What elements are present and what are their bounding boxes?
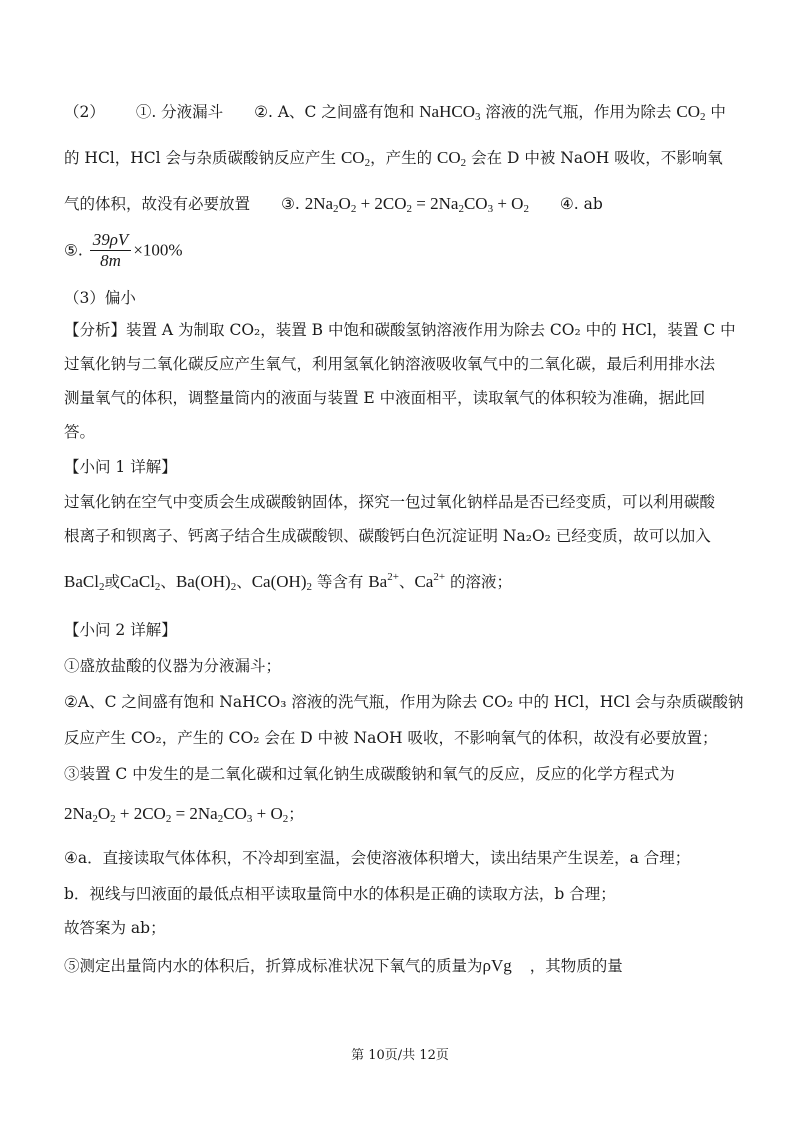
answer-q2-line1 bbox=[64, 100, 726, 129]
percent-factor: ×100% bbox=[133, 240, 183, 260]
sub2-title: 【小问 2 详解】 bbox=[64, 621, 177, 639]
answer-q3: （3）偏小 bbox=[64, 289, 136, 307]
sub2-line: 故答案为 ab； bbox=[64, 919, 166, 937]
answer-part2-text2: 溶液的洗气瓶，作用为除去 bbox=[480, 103, 677, 121]
answer-text: 会在 D 中被 NaOH 吸收，不影响氧 bbox=[466, 149, 723, 167]
answer-part4: ④. ab bbox=[559, 195, 603, 213]
semicolon: ； bbox=[288, 805, 304, 823]
analysis-line: 【分析】装置 A 为制取 CO₂，装置 B 中饱和碳酸氢钠溶液作用为除去 CO₂ 中的 HCl，装置 C 中 bbox=[64, 321, 736, 339]
sub2-line bbox=[64, 954, 623, 978]
reagent-text: 等含有 bbox=[311, 573, 369, 591]
sub2-text: ，其物质的量 bbox=[529, 957, 623, 975]
co2-formula: $CO_2$ bbox=[340, 148, 371, 169]
answer-q2-line3 bbox=[64, 192, 603, 221]
answer-text: ，产生的 bbox=[370, 149, 438, 167]
analysis-line: 测量氧气的体积，调整量筒内的液面与装置 E 中液面相平，读取氧气的体积较为准确，据此回 bbox=[64, 389, 706, 407]
page-footer: 第 10页/共 12页 bbox=[351, 1048, 449, 1063]
sub2-equation bbox=[64, 802, 304, 831]
analysis-line: 答。 bbox=[64, 423, 96, 441]
ba-ion: $Ba^{2+}$ bbox=[368, 571, 399, 591]
caoh2-formula: $Ca(OH)_2$ bbox=[251, 572, 312, 593]
ca-ion: $Ca^{2+}$ bbox=[414, 571, 446, 591]
fraction-numerator: 39ρV bbox=[90, 230, 132, 251]
fraction-denominator: 8m bbox=[100, 251, 121, 270]
sub2-line: ①盛放盐酸的仪器为分液漏斗； bbox=[64, 657, 282, 675]
nahco3-formula: NaHCO$_3$ bbox=[419, 102, 481, 123]
answer-text: 气的体积，故没有必要放置 bbox=[64, 195, 251, 213]
sub2-text: ⑤测定出量筒内水的体积后，折算成标准状况下氧气的质量为 bbox=[64, 957, 483, 975]
answer-part3-label: ③. bbox=[280, 195, 300, 213]
answer-part5-label: ⑤. bbox=[64, 241, 83, 260]
answer-part1: ①. 分液漏斗 bbox=[135, 103, 224, 121]
co2-formula: $CO_2$ bbox=[437, 148, 467, 169]
bacl2-formula: BaCl$_2$ bbox=[64, 572, 105, 593]
answer-q2-line2 bbox=[64, 146, 723, 175]
cacl2-formula: CaCl$_2$ bbox=[119, 572, 161, 593]
separator: 、 bbox=[236, 573, 252, 591]
sub2-line: ④a．直接读取气体体积，不冷却到室温，会使溶液体积增大，读出结果产生误差，a 合理； bbox=[64, 849, 691, 867]
answer-part2-text3: 中 bbox=[705, 103, 726, 121]
sub1-line: 过氧化钠在空气中变质会生成碳酸钠固体，探究一包过氧化钠样品是否已经变质，可以利用碳酸 bbox=[64, 493, 716, 511]
co2-formula: $CO_2$ bbox=[676, 102, 706, 123]
sub2-line: ③装置 C 中发生的是二氧化碳和过氧化钠生成碳酸钠和氧气的反应，反应的化学方程式为 bbox=[64, 765, 675, 783]
sub1-title: 【小问 1 详解】 bbox=[64, 458, 177, 476]
answer-q2-line4 bbox=[64, 230, 183, 271]
sub2-line: 反应产生 CO₂，产生的 CO₂ 会在 D 中被 NaOH 吸收，不影响氧气的体积，故没有必要放置； bbox=[64, 729, 718, 747]
reagent-text-end: 的溶液； bbox=[445, 573, 513, 591]
analysis-line: 过氧化钠与二氧化碳反应产生氧气，利用氢氧化钠溶液吸收氧气中的二氧化碳，最后利用排水法 bbox=[64, 355, 716, 373]
answer-text: 的 HCl，HCl 会与杂质碳酸钠反应产生 bbox=[64, 149, 341, 167]
reaction-equation: $2Na_2O_2 + 2CO_2 = 2Na_2CO_3 + O_2$ bbox=[64, 804, 289, 825]
or-text: 或 bbox=[104, 573, 120, 591]
fraction-expression bbox=[90, 230, 132, 271]
sub2-line: ②A、C 之间盛有饱和 NaHCO₃ 溶液的洗气瓶，作用为除去 CO₂ 中的 HCl，HCl 会与杂质碳酸钠 bbox=[64, 693, 744, 711]
question-number: （2） bbox=[64, 103, 105, 121]
baoh2-formula: $Ba(OH)_2$ bbox=[175, 572, 237, 593]
mass-expression: ρVg bbox=[482, 956, 512, 975]
reaction-equation: $2Na_2O_2 + 2CO_2 = 2Na_2CO_3 + O_2$ bbox=[304, 194, 529, 215]
separator: 、 bbox=[398, 573, 415, 591]
separator: 、 bbox=[160, 573, 176, 591]
sub2-line: b．视线与凹液面的最低点相平读取量筒中水的体积是正确的读取方法，b 合理； bbox=[64, 885, 616, 903]
sub1-reagents bbox=[64, 565, 512, 599]
answer-part2-text: ②. A、C 之间盛有饱和 bbox=[254, 103, 420, 121]
sub1-line: 根离子和钡离子、钙离子结合生成碳酸钡、碳酸钙白色沉淀证明 Na₂O₂ 已经变质，故可以加入 bbox=[64, 527, 711, 545]
